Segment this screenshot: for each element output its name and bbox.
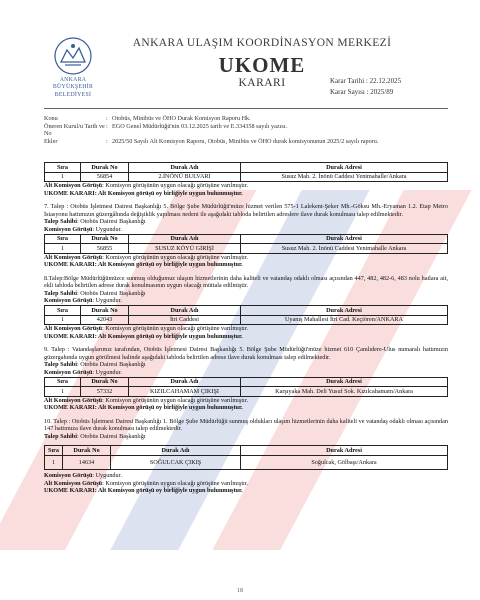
- alt-komisyon-text: : Komisyon görüşünün uygun olacağı görüşüne varılmıştır.: [102, 253, 249, 261]
- talep-sahibi-line: [44, 433, 448, 441]
- alt-komisyon-text: : Komisyon görüşünün uygun olacağı görüşüne varılmıştır.: [102, 182, 249, 190]
- document-subtitle: KARARI: [238, 77, 286, 89]
- stops-table-10: [44, 445, 448, 470]
- ukome-text: : Alt Komisyon görüşü oy birliğiyle uygun bulunmuştur.: [94, 261, 243, 269]
- document-title: UKOME: [218, 53, 306, 77]
- talep-sahibi-line: [44, 361, 448, 369]
- col-durak-no: Durak No: [81, 306, 129, 316]
- cell-durak-no: 42043: [81, 315, 129, 325]
- komisyon-gorusu-text: : Uygundur.: [92, 225, 122, 233]
- ukome-line: [44, 333, 448, 341]
- alt-komisyon-line: [44, 397, 448, 405]
- col-sira: Sıra: [45, 234, 81, 244]
- meta-key: Konu: [44, 115, 58, 122]
- col-durak-no: Durak No: [81, 163, 129, 173]
- meta-key: Ekler: [44, 137, 58, 145]
- table-header-row: [45, 306, 448, 316]
- subject-block: [44, 115, 448, 145]
- alt-komisyon-label: Alt Komisyon Görüşü: [44, 479, 103, 487]
- ukome-text: : Alt Komisyon görüşü oy birliğiyle uygun bulunmuştur.: [94, 332, 243, 340]
- cell-durak-no: 56854: [81, 172, 129, 182]
- ukome-line: [44, 487, 448, 495]
- logo-text-1: ANKARA: [59, 77, 87, 83]
- ukome-text: : Alt Komisyon görüşü oy birliğiyle uygun bulunmuştur.: [94, 487, 243, 495]
- meta-key: Öneren Kurul/u Tarih ve No: [44, 122, 105, 138]
- talep-sahibi-label: Talep Sahibi: [44, 289, 77, 297]
- alt-komisyon-text: : Komisyon görüşünün uygun olacağı görüşüne varılmıştır.: [102, 396, 249, 404]
- col-durak-no: Durak No: [81, 377, 129, 387]
- cell-durak-adi: SUSUZ KÖYÜ GİRİŞİ: [129, 244, 241, 254]
- col-durak-no: Durak No: [63, 446, 111, 456]
- cell-durak-adi: KIZILCAHAMAM ÇIKIŞI: [129, 387, 241, 397]
- meta-value: 2025/50 Sayılı Alt Komisyon Raporu, Otobüs, Minibüs ve ÖHO durak komisyonunun 2025/2 sayılı raporu.: [112, 137, 379, 145]
- alt-komisyon-line: [44, 325, 448, 333]
- col-sira: Sıra: [45, 377, 81, 387]
- cell-durak-no: 14634: [63, 456, 111, 470]
- table-row: [45, 315, 448, 325]
- alt-komisyon-label: Alt Komisyon Görüşü: [44, 253, 103, 261]
- komisyon-gorusu-line: [44, 226, 448, 234]
- alt-komisyon-label: Alt Komisyon Görüşü: [44, 325, 103, 333]
- alt-komisyon-text: : Komisyon görüşünün uygun olacağı görüşüne varılmıştır.: [102, 479, 249, 487]
- col-durak-adresi: Durak Adresi: [241, 234, 448, 244]
- karar-tarihi: 22.12.2025: [369, 77, 402, 85]
- meta-value: Otobüs, Minibüs ve ÖHO Durak Komisyon Raporu Hk.: [112, 115, 251, 122]
- karar-tarihi-label: Karar Tarihi: [330, 77, 365, 85]
- cell-durak-adresi: Uyanış Mahallesi İtri Cad. Keçiören/ANKARA: [241, 315, 448, 325]
- request-9-paragraph: 9. Talep : Vatandaşlarımız tarafından, Otobüs İşletmesi Dairesi Başkanlığı 5. Bölge Şube Müdürlüğü'müze hizmet 610 Çamlıdere-Ulus numaralı hattımızın güzergahında uygun görülmesi halinde aşağıdaki tabloda belirtilen adrese ilave durak konulması talep edilmektedir.: [44, 346, 448, 361]
- alt-komisyon-line: [44, 480, 448, 488]
- request-10-paragraph: 10. Talep : Otobüs İşletmesi Dairesi Başkanlığı 1. Bölge Şube Müdürlüğü sunmuş oldukları ulaşım hizmetlerinin daha kaliteli ve vatandaş odaklı olması açısından 147 hattımıza ilave durak konulması talep edilmektedir.: [44, 417, 448, 433]
- table-header-row: [45, 446, 448, 456]
- talep-sahibi-line: [44, 290, 448, 298]
- karar-sayisi: 2025/89: [370, 87, 394, 96]
- talep-sahibi-label: Talep Sahibi: [44, 432, 77, 440]
- cell-sira: 1: [45, 172, 81, 182]
- alt-komisyon-line: [44, 182, 448, 190]
- col-durak-adi: Durak Adı: [129, 306, 241, 316]
- ukome-label: UKOME KARARI: [44, 332, 95, 340]
- table-row: [45, 172, 448, 182]
- komisyon-gorusu-text: : Uygundur.: [92, 368, 122, 376]
- table-header-row: [45, 234, 448, 244]
- col-durak-no: Durak No: [81, 234, 129, 244]
- col-durak-adi: Durak Adı: [129, 377, 241, 387]
- komisyon-gorusu-label: Komisyon Görüşü: [44, 368, 93, 376]
- talep-sahibi-text: : Otobüs Dairesi Başkanlığı: [76, 218, 146, 226]
- komisyon-gorusu-line: [44, 472, 448, 480]
- col-durak-adresi: Durak Adresi: [241, 306, 448, 316]
- ukome-text: : Alt Komisyon görüşü oy birliğiyle uygun bulunmuştur.: [94, 189, 243, 197]
- cell-durak-adresi: Soğulcak, Gölbaşı/Ankara: [241, 456, 448, 470]
- komisyon-gorusu-line: [44, 297, 448, 305]
- cell-durak-no: 56855: [81, 244, 129, 254]
- ukome-line: [44, 190, 448, 198]
- table-row: [45, 244, 448, 254]
- col-durak-adi: Durak Adı: [129, 234, 241, 244]
- talep-sahibi-label: Talep Sahibi: [44, 218, 77, 226]
- komisyon-gorusu-text: : Uygundur.: [92, 472, 122, 479]
- request-7-paragraph: 7. Talep : Otobüs İşletmesi Dairesi Başkanlığı 5. Bölge Şube Müdürlüğü'müze hizmet verilen 575-1 Lalekent-Şeker Mh.-Göksu Mh.-Eryaman 1.2. Etap Metro İstasyonu hattımızın güzergâhında değişiklik yapılması nedeni ile aşağıdaki tabloda belirtilen adreslere ilave durak konulması talep edilmektedir.: [44, 203, 448, 218]
- alt-komisyon-label: Alt Komisyon Görüşü: [44, 396, 103, 404]
- cell-durak-adresi: Susuz Mah. 2. İnönü Caddesi Yenimahalle/Ankara: [241, 172, 448, 182]
- ukome-label: UKOME KARARI: [44, 404, 95, 412]
- stops-table-6: [44, 162, 448, 182]
- ukome-label: UKOME KARARI: [44, 487, 95, 495]
- komisyon-gorusu-label: Komisyon Görüşü: [44, 472, 93, 479]
- alt-komisyon-text: : Komisyon görüşünün uygun olacağı görüşüne varılmıştır.: [102, 325, 249, 333]
- stops-table-8: [44, 305, 448, 325]
- col-sira: Sıra: [45, 306, 81, 316]
- ukome-label: UKOME KARARI: [44, 261, 95, 269]
- cell-sira: 1: [45, 456, 63, 470]
- page-number: 18: [237, 588, 243, 594]
- alt-komisyon-line: [44, 254, 448, 262]
- ukome-line: [44, 261, 448, 269]
- request-8-paragraph: 8.Talep:Bölge Müdürlüğümüzce sunmuş olduğumuz ulaşım hizmetlerinin daha kaliteli ve vatandaş odaklı olması açısından 447, 482, 482-6, 483 nolu hatlara ait, ekli tabloda belirtilen adrese durak konulmasının uygun olacağı müttala edilmiştir.: [44, 274, 448, 290]
- table-row: [45, 456, 448, 470]
- talep-sahibi-line: [44, 218, 448, 226]
- stops-table-9: [44, 377, 448, 397]
- header-divider: [44, 108, 448, 109]
- alt-komisyon-label: Alt Komisyon Görüşü: [44, 182, 103, 190]
- cell-durak-adresi: Susuz Mah. 2. İnönü Caddesi Yenimahalle Ankara: [241, 244, 448, 254]
- meta-row-ekler: Ekler : 2025/50 Sayılı Alt Komisyon Raporu, Otobüs, Minibüs ve ÖHO durak komisyonunun 2025/2 sayılı raporu.: [44, 138, 448, 146]
- ukome-line: [44, 404, 448, 412]
- col-sira: Sıra: [45, 163, 81, 173]
- cell-durak-adi: İtri Caddesi: [129, 315, 241, 325]
- cell-durak-no: 57332: [81, 387, 129, 397]
- talep-sahibi-text: : Otobüs Dairesi Başkanlığı: [76, 289, 146, 297]
- ankara-logo-icon: [53, 36, 93, 76]
- cell-sira: 1: [45, 244, 81, 254]
- col-durak-adresi: Durak Adresi: [241, 377, 448, 387]
- col-durak-adresi: Durak Adresi: [241, 446, 448, 456]
- stops-table-7: [44, 234, 448, 254]
- decision-content: [44, 162, 448, 495]
- ukome-label: UKOME KARARI: [44, 189, 95, 197]
- cell-durak-adi: 2.İNÖNÜ BULVARI: [129, 172, 241, 182]
- cell-durak-adresi: Karşıyaka Mah. Deli Yusuf Sok. Kızılcahamam/Ankara: [241, 387, 448, 397]
- karar-sayisi-label: Karar Sayısı: [330, 87, 365, 96]
- talep-sahibi-text: : Otobüs Dairesi Başkanlığı: [76, 432, 146, 440]
- talep-sahibi-text: : Otobüs Dairesi Başkanlığı: [76, 361, 146, 369]
- komisyon-gorusu-line: [44, 369, 448, 377]
- komisyon-gorusu-label: Komisyon Görüşü: [44, 297, 93, 305]
- meta-value: EGO Genel Müdürlüğü'nin 03.12.2025 tarih ve E.334358 sayılı yazısı.: [112, 122, 288, 130]
- col-durak-adi: Durak Adı: [111, 446, 241, 456]
- table-row: [45, 387, 448, 397]
- logo-text-3: BELEDİYESİ: [54, 91, 92, 98]
- decision-meta: Karar Tarihi : 22.12.2025 Karar Sayısı : 2025/89: [330, 77, 402, 96]
- cell-sira: 1: [45, 315, 81, 325]
- col-durak-adresi: Durak Adresi: [241, 163, 448, 173]
- col-sira: Sıra: [45, 446, 63, 456]
- logo-text-2: BÜYÜKŞEHİR: [52, 84, 94, 91]
- meta-row-oneren: Öneren Kurul/u Tarih ve No : EGO Genel Müdürlüğü'nin 03.12.2025 tarih ve E.334358 sayılı yazısı.: [44, 123, 448, 138]
- table-header-row: [45, 163, 448, 173]
- ukome-text: : Alt Komisyon görüşü oy birliğiyle uygun bulunmuştur.: [94, 404, 243, 412]
- col-durak-adi: Durak Adı: [129, 163, 241, 173]
- cell-durak-adi: SOĞULCAK ÇIKIŞ: [111, 456, 241, 470]
- municipality-logo: [44, 36, 102, 98]
- table-header-row: [45, 377, 448, 387]
- organization-title: ANKARA ULAŞIM KOORDİNASYON MERKEZİ: [132, 37, 392, 49]
- komisyon-gorusu-label: Komisyon Görüşü: [44, 225, 93, 233]
- meta-row-konu: Konu : Otobüs, Minibüs ve ÖHO Durak Komisyon Raporu Hk.: [44, 115, 448, 123]
- talep-sahibi-label: Talep Sahibi: [44, 361, 77, 369]
- cell-sira: 1: [45, 387, 81, 397]
- komisyon-gorusu-text: : Uygundur.: [92, 297, 122, 305]
